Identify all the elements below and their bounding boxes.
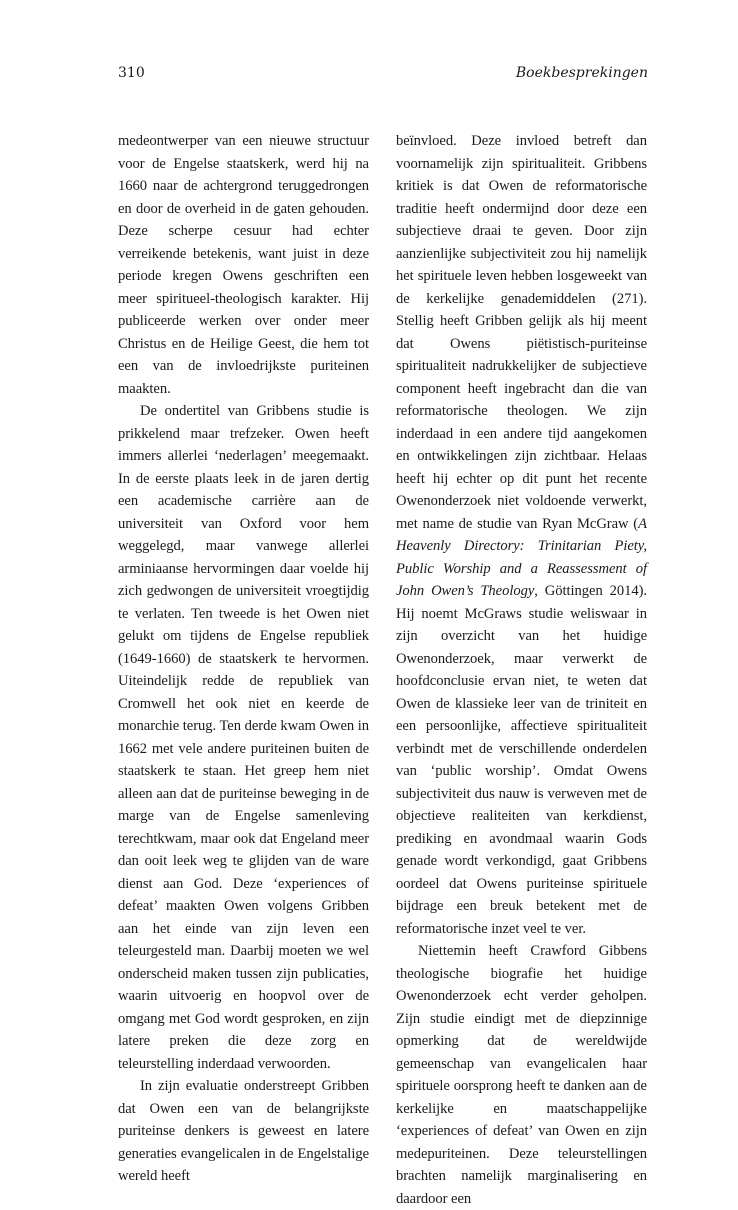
paragraph-influence-text-a: beïnvloed. Deze invloed betreft dan voornamelijk zijn spiritualiteit. Gribbens kritiek is dat Owen de reformatorische traditie heeft ondermijnd door deze een subjectieve draai te geven. Door zijn aanzienlijke subjectiviteit zou hij namelijk het spirituele leven hebben losgeweekt van de kerkelijke genademiddelen (271). Stellig heeft Gribben gelijk als hij meent dat Owens piëtistisch-puriteinse spiritualiteit nadrukkelijker de subjectieve component heeft ingebracht dan die van reformatorische theologen. We zijn inderdaad in een andere tijd aangekomen en ontwikkelingen zijn zichtbaar. Helaas heeft hij echter op dit punt het recente Owenonderzoek niet voldoende verwerkt, met name de studie van Ryan McGraw ( <box>396 133 647 532</box>
left-column <box>118 130 369 1188</box>
paragraph-subtitle: De ondertitel van Gribbens studie is prikkelend maar trefzeker. Owen heeft immers allerlei ‘nederlagen’ meegemaakt. In de eerste plaats leek in de jaren dertig een academische carrière aan de universiteit van Oxford voor hem weggelegd, maar vanwege allerlei arminiaanse hervormingen daar voelde hij zich gedwongen de universiteit vroegtijdig te verlaten. Ten tweede is het Owen niet gelukt om tijdens de Engelse republiek (1649-1660) de staatskerk te hervormen. Uiteindelijk redde de republiek van Cromwell het ook niet en keerde de monarchie terug. Ten derde kwam Owen in 1662 met vele andere puriteinen buiten de staatskerk te staan. Het greep hem niet alleen aan dat de puriteinse beweging in de marge van de Engelse samenleving terechtkwam, maar ook dat Engeland meer dan ooit leek weg te glijden van de ware dienst aan God. Deze ‘experiences of defeat’ maakten Owen volgens Gribben aan het einde van zijn leven een teleurgesteld man. Daarbij moeten we wel onderscheid maken tussen zijn publicaties, waarin uitvoerig en hoopvol over de omgang met God wordt gesproken, en zijn latere preken die deze zorg en teleurstelling inderdaad verwoorden. <box>118 403 369 1072</box>
paragraph-continued: medeontwerper van een nieuwe structuur voor de Engelse staatskerk, werd hij na 1660 naar de achtergrond teruggedrongen en door de overheid in de gaten gehouden. Deze scherpe cesuur had echter verreikende betekenis, want juist in deze periode kregen Owens geschriften een meer spiritueel-theologisch karakter. Hij publiceerde werken over onder meer Christus en de Heilige Geest, die hem tot een van de invloedrijkste puriteinen maakten. <box>118 133 369 397</box>
paragraph-influence <box>396 130 647 940</box>
paragraph-evaluation: In zijn evaluatie onderstreept Gribben dat Owen een van de belangrijkste puriteinse denkers is geweest en latere generaties evangelicalen in de Engelstalige wereld heeft <box>118 1078 369 1184</box>
paragraph-conclusion: Niettemin heeft Crawford Gibbens theologische biografie het huidige Owenonderzoek echt verder geholpen. Zijn studie eindigt met de diepzinnige opmerking dat de wereldwijde gemeenschap van evangelicalen haar spirituele oorsprong heeft te danken aan de kerkelijke en maatschappelijke ‘experiences of defeat’ van Owen en zijn medepuriteinen. Deze teleurstellingen brachten namelijk marginalisering en daardoor een <box>396 943 647 1207</box>
running-head: Boekbesprekingen <box>515 65 648 81</box>
book-title-mcgraw: A Heavenly Directory: Trinitarian Piety, Public Worship and a Reassessment of John Owen’s Theology <box>396 515 647 599</box>
right-column <box>396 130 647 1210</box>
page-header <box>118 64 648 82</box>
paragraph-influence-text-b: , Göttingen 2014). Hij noemt McGraws studie weliswaar in zijn overzicht van het huidige Owenonderzoek, maar verwerkt de hoofdconclusie ervan niet, te weten dat Owen de klassieke leer van de triniteit en een persoonlijke, affectieve spiritualiteit verbindt met de verschillende onderdelen van ‘public worship’. Omdat Owens subjectiviteit dus nauw is verweven met de objectieve realiteiten van kerkdienst, prediking en avondmaal waarin Gods genade wordt verkondigd, gaat Gribbens oordeel dat Owens puriteinse spirituele bijdrage een breuk betekent met de reformatorische inzet veel te ver. <box>396 583 648 937</box>
page-number: 310 <box>118 65 145 81</box>
